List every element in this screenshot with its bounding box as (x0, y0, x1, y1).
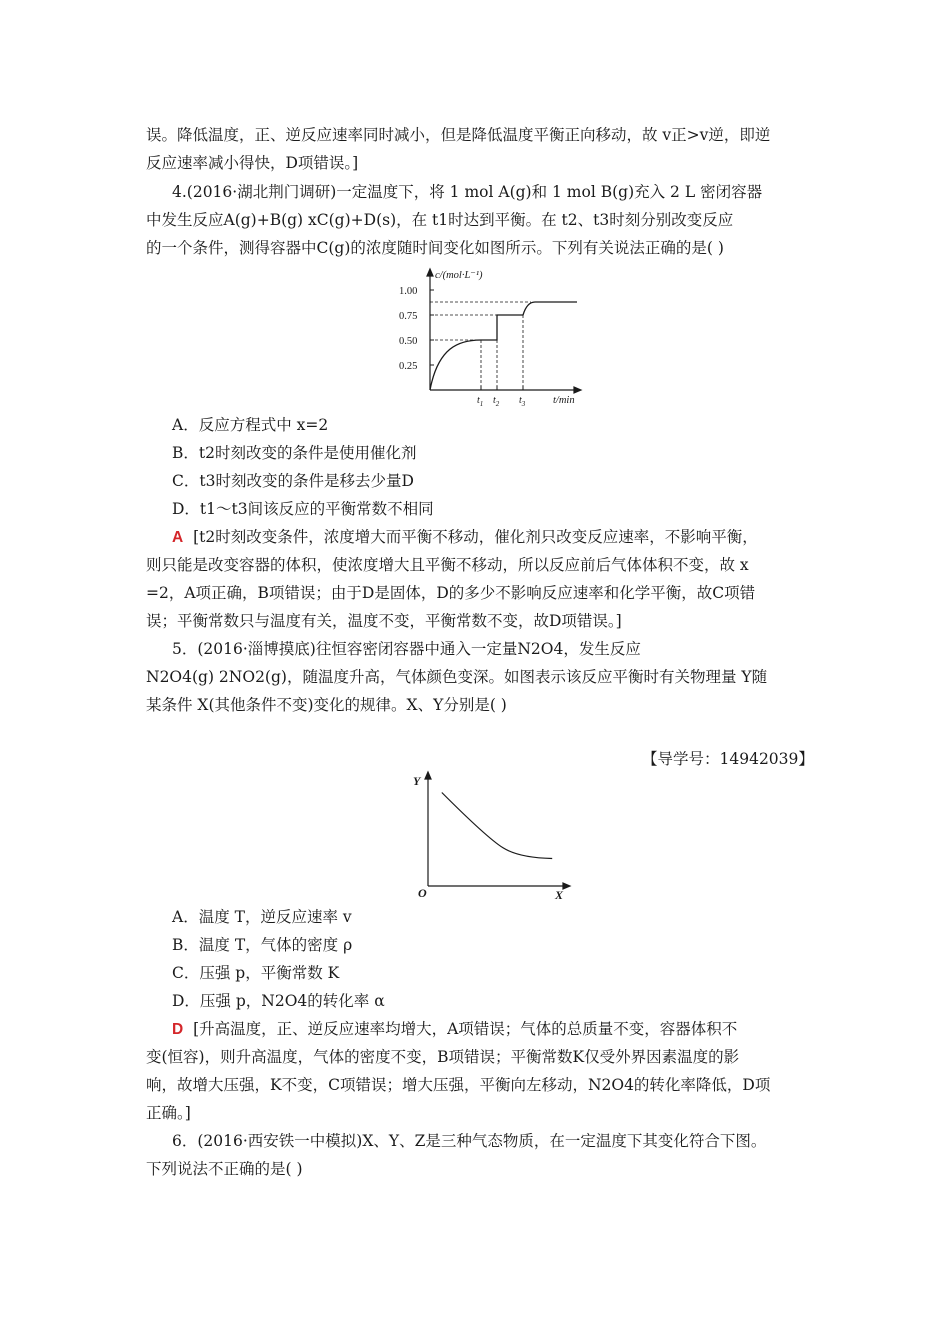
q5-answer-letter: D (172, 1021, 184, 1038)
q4-option-d: D．t1～t3间该反应的平衡常数不相同 (172, 500, 434, 518)
chart2-marks (442, 793, 552, 859)
q5-explanation-line-3: 响，故增大压强，K不变，C项错误；增大压强，平衡向左移动，N2O4的转化率降低，D项 (146, 1076, 771, 1094)
x-axis-arrow (563, 883, 570, 889)
chart2-series-line (442, 793, 552, 859)
chart1-ytick-label: 0.25 (399, 361, 418, 372)
q6-stem-line-2: 下列说法不正确的是( ) (146, 1160, 303, 1178)
q5-option-c: C．压强 p，平衡常数 K (172, 964, 340, 982)
chart1-xtick-label: $t_1$ (477, 395, 484, 408)
q4-answer-letter: A (172, 529, 184, 546)
chart2-origin: O (418, 886, 427, 900)
chart2-xlabel: X (555, 888, 564, 902)
q4-explanation-line-4: 误；平衡常数只与温度有关，温度不变，平衡常数不变，故D项错误。] (146, 612, 622, 630)
chart1-ytick-label: 1.00 (399, 286, 418, 297)
xy-trend-chart (400, 768, 580, 903)
q4-explanation-line-1 (172, 526, 758, 549)
q5-exp-text-1: [升高温度，正、逆反应速率均增大，A项错误；气体的总质量不变，容器体积不 (193, 1020, 738, 1038)
q4-option-a: A．反应方程式中 x=2 (172, 416, 329, 434)
q5-option-b: B．温度 T，气体的密度 ρ (172, 936, 353, 954)
x-axis-arrow (574, 387, 581, 393)
chart1-ylabel: c/(mol·L⁻¹) (435, 270, 483, 281)
q5-reference-number: 【导学号：14942039】 (642, 750, 814, 768)
q4-stem-line-1: 4.(2016·湖北荆门调研)一定温度下，将 1 mol A(g)和 1 mol B(g)充入 2 L 密闭容器 (172, 183, 763, 201)
prev-text-line-2: 反应速率减小得快，D项错误。] (146, 154, 359, 172)
q5-stem-line-2: N2O4(g) 2NO2(g)，随温度升高，气体颜色变深。如图表示该反应平衡时有关物理量 Y随 (146, 668, 768, 686)
q6-stem-line-1: 6．(2016·西安铁一中模拟)X、Y、Z是三种气态物质，在一定温度下其变化符合下图。 (172, 1132, 767, 1150)
q5-explanation-line-1 (172, 1018, 737, 1041)
q4-option-c: C．t3时刻改变的条件是移去少量D (172, 472, 414, 490)
q5-stem-line-1: 5．(2016·淄博摸底)往恒容密闭容器中通入一定量N2O4，发生反应 (172, 640, 641, 658)
q4-option-b: B．t2时刻改变的条件是使用催化剂 (172, 444, 417, 462)
chart1-xlabel: t/min (553, 395, 575, 406)
chart1-ytick-label: 0.75 (399, 311, 418, 322)
q5-stem-line-3: 某条件 X(其他条件不变)变化的规律。X、Y分别是( ) (146, 696, 507, 714)
q4-explanation-line-2: 则只能是改变容器的体积，使浓度增大且平衡不移动，所以反应前后气体体积不变，故 x (146, 556, 749, 574)
chart1-xtick-label: $t_2$ (493, 395, 500, 408)
chart1-xtick-label: $t_3$ (519, 395, 526, 408)
chart1-ytick-label: 0.50 (399, 336, 418, 347)
chart1-axes (427, 269, 581, 393)
q5-option-d: D．压强 p，N2O4的转化率 α (172, 992, 385, 1010)
q4-explanation-line-3: =2，A项正确，B项错误；由于D是固体，D的多少不影响反应速率和化学平衡，故C项错 (146, 584, 756, 602)
q5-explanation-line-2: 变(恒容)，则升高温度，气体的密度不变，B项错误；平衡常数K仅受外界因素温度的影 (146, 1048, 740, 1066)
y-axis-arrow (427, 269, 433, 276)
q5-option-a: A．温度 T，逆反应速率 v (172, 908, 352, 926)
q5-explanation-line-4: 正确。] (146, 1104, 191, 1122)
chart2-ylabel: Y (413, 774, 421, 788)
q4-stem-line-2: 中发生反应A(g)+B(g) xC(g)+D(s)，在 t1时达到平衡。在 t2、t3时刻分别改变反应 (146, 211, 734, 229)
q4-exp-text-1: [t2时刻改变条件，浓度增大而平衡不移动，催化剂只改变反应速率，不影响平衡， (193, 528, 758, 546)
prev-text-line-1: 误。降低温度，正、逆反应速率同时减小，但是降低温度平衡正向移动，故 v正>v逆，即逆 (146, 126, 771, 144)
y-axis-arrow (425, 772, 431, 779)
concentration-time-chart (395, 266, 595, 414)
q4-stem-line-3: 的一个条件，测得容器中C(g)的浓度随时间变化如图所示。下列有关说法正确的是( ) (146, 239, 724, 257)
